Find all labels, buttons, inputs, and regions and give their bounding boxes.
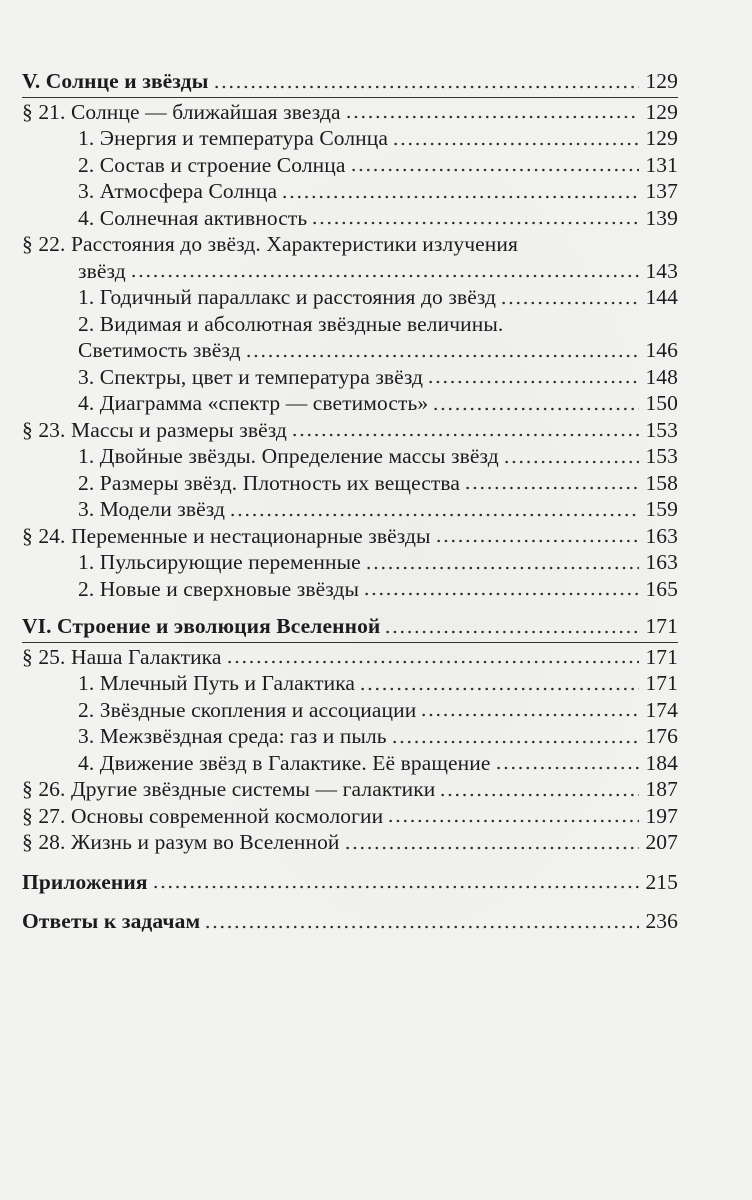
toc-entry-title-line1: 2. Видимая и абсолютная звёздные величины. xyxy=(78,311,504,336)
toc-page-number: 131 xyxy=(645,152,678,177)
leader-dots xyxy=(245,344,640,358)
toc-entry-title: VI. Строение и эволюция Вселенной xyxy=(22,614,381,638)
leader-dots xyxy=(384,620,639,634)
toc-entry-title: § 24. Переменные и нестационарные звёзды xyxy=(22,523,431,548)
leader-dots xyxy=(345,105,640,119)
toc-page-number: 176 xyxy=(645,724,678,748)
leader-dots xyxy=(503,450,640,464)
toc-page-number: 150 xyxy=(645,391,678,415)
toc-subsection-23-1[interactable] xyxy=(22,443,678,470)
toc-entry-title: 3. Спектры, цвет и температура звёзд xyxy=(78,364,424,389)
toc-page-number: 174 xyxy=(645,697,678,722)
leader-dots xyxy=(311,211,639,225)
leader-dots xyxy=(432,397,639,411)
toc-entry-title: 2. Размеры звёзд. Плотность их вещества xyxy=(78,470,460,495)
toc-section-28[interactable] xyxy=(22,829,678,856)
leader-dots xyxy=(363,582,639,596)
leader-dots xyxy=(495,756,640,770)
toc-entry-title: § 25. Наша Галактика xyxy=(22,644,222,669)
chapter-divider xyxy=(22,97,678,98)
leader-dots xyxy=(500,291,639,305)
toc-section-25[interactable] xyxy=(22,644,678,671)
toc-page-number: 171 xyxy=(645,644,678,669)
toc-subsection-21-4[interactable] xyxy=(22,205,678,232)
toc-page-number: 236 xyxy=(645,909,678,933)
toc-page-number: 139 xyxy=(645,205,678,230)
toc-page-number: 153 xyxy=(645,417,678,442)
leader-dots xyxy=(281,185,639,199)
toc-subsection-22-2[interactable] xyxy=(22,311,678,364)
leader-dots xyxy=(439,783,639,797)
toc-entry-title: § 27. Основы современной космологии xyxy=(22,803,384,828)
leader-dots xyxy=(213,75,640,89)
toc-page-number: 143 xyxy=(645,258,678,283)
toc-page-number: 159 xyxy=(645,497,678,521)
toc-subsection-22-1[interactable] xyxy=(22,284,678,311)
toc-entry-title: 1. Годичный параллакс и расстояния до звёзд xyxy=(78,285,497,309)
toc-appendix[interactable] xyxy=(22,869,678,896)
toc-subsection-22-4[interactable] xyxy=(22,390,678,417)
toc-entry-title-line2: Светимость звёзд xyxy=(78,338,241,362)
toc-entry-title-line1: § 22. Расстояния до звёзд. Характеристики излучения xyxy=(22,232,518,256)
toc-entry-title: 4. Диаграмма «спектр — светимость» xyxy=(78,391,429,415)
leader-dots xyxy=(359,677,639,691)
toc-entry-title: 4. Движение звёзд в Галактике. Её вращение xyxy=(78,750,491,775)
toc-subsection-22-3[interactable] xyxy=(22,364,678,391)
toc-page-number: 137 xyxy=(645,179,678,203)
table-of-contents xyxy=(22,68,678,935)
toc-section-21[interactable] xyxy=(22,99,678,126)
toc-entry-title: 3. Межзвёздная среда: газ и пыль xyxy=(78,724,387,748)
toc-entry-title: 2. Состав и строение Солнца xyxy=(78,152,346,177)
toc-page-number: 163 xyxy=(645,523,678,548)
leader-dots xyxy=(226,650,640,664)
leader-dots xyxy=(291,423,639,437)
toc-subsection-23-2[interactable] xyxy=(22,470,678,497)
toc-chapter-6[interactable] xyxy=(22,613,678,640)
toc-page-number: 197 xyxy=(645,803,678,828)
spacer xyxy=(22,895,678,908)
leader-dots xyxy=(152,875,640,889)
toc-entry-title: 4. Солнечная активность xyxy=(78,205,308,230)
toc-entry-title: § 26. Другие звёздные системы — галактики xyxy=(22,777,436,801)
toc-entry-title: 2. Звёздные скопления и ассоциации xyxy=(78,697,417,722)
toc-subsection-23-3[interactable] xyxy=(22,496,678,523)
toc-entry-title: § 21. Солнце — ближайшая звезда xyxy=(22,99,341,124)
leader-dots xyxy=(344,836,640,850)
leader-dots xyxy=(391,730,640,744)
leader-dots xyxy=(229,503,639,517)
toc-subsection-24-1[interactable] xyxy=(22,549,678,576)
toc-entry-title: Приложения xyxy=(22,869,148,894)
toc-page-number: 163 xyxy=(645,550,678,574)
toc-subsection-25-3[interactable] xyxy=(22,723,678,750)
toc-subsection-25-2[interactable] xyxy=(22,697,678,724)
chapter-divider xyxy=(22,642,678,643)
toc-entry-title: 1. Двойные звёзды. Определение массы звёзд xyxy=(78,444,499,468)
leader-dots xyxy=(387,809,639,823)
toc-subsection-25-4[interactable] xyxy=(22,750,678,777)
toc-page-number: 171 xyxy=(645,671,678,695)
toc-chapter-5[interactable] xyxy=(22,68,678,95)
toc-entry-title: V. Солнце и звёзды xyxy=(22,69,209,93)
toc-subsection-21-3[interactable] xyxy=(22,178,678,205)
toc-page-number: 184 xyxy=(645,750,678,775)
toc-subsection-25-1[interactable] xyxy=(22,670,678,697)
toc-page-number: 207 xyxy=(645,830,678,854)
toc-entry-title-line2: звёзд xyxy=(78,258,126,283)
toc-section-27[interactable] xyxy=(22,803,678,830)
leader-dots xyxy=(130,264,640,278)
toc-page-number: 144 xyxy=(645,285,678,309)
toc-section-24[interactable] xyxy=(22,523,678,550)
toc-page-number: 215 xyxy=(645,869,678,894)
leader-dots xyxy=(420,703,639,717)
toc-page-number: 129 xyxy=(645,126,678,150)
toc-page-number: 165 xyxy=(645,576,678,601)
toc-subsection-21-1[interactable] xyxy=(22,125,678,152)
toc-section-26[interactable] xyxy=(22,776,678,803)
spacer xyxy=(22,856,678,869)
toc-page-number: 129 xyxy=(645,69,678,93)
toc-page-number: 171 xyxy=(645,614,678,638)
toc-entry-title: Ответы к задачам xyxy=(22,909,201,933)
toc-entry-title: 1. Энергия и температура Солнца xyxy=(78,126,389,150)
leader-dots xyxy=(204,915,639,929)
toc-section-22[interactable] xyxy=(22,231,678,284)
toc-page-number: 153 xyxy=(645,444,678,468)
toc-page-number: 148 xyxy=(645,364,678,389)
leader-dots xyxy=(427,370,639,384)
toc-page-number: 146 xyxy=(645,338,678,362)
leader-dots xyxy=(392,132,639,146)
leader-dots xyxy=(365,556,640,570)
toc-answers[interactable] xyxy=(22,908,678,935)
toc-page-number: 187 xyxy=(645,777,678,801)
toc-entry-title: 1. Пульсирующие переменные xyxy=(78,550,361,574)
toc-entry-title: 2. Новые и сверхновые звёзды xyxy=(78,576,360,601)
leader-dots xyxy=(464,476,639,490)
toc-page-number: 158 xyxy=(645,470,678,495)
toc-entry-title: § 23. Массы и размеры звёзд xyxy=(22,417,287,442)
toc-entry-title: 3. Атмосфера Солнца xyxy=(78,179,278,203)
leader-dots xyxy=(350,158,640,172)
toc-section-23[interactable] xyxy=(22,417,678,444)
toc-entry-title: 1. Млечный Путь и Галактика xyxy=(78,671,356,695)
leader-dots xyxy=(435,529,640,543)
toc-entry-title: 3. Модели звёзд xyxy=(78,497,226,521)
toc-page-number: 129 xyxy=(645,99,678,124)
toc-subsection-24-2[interactable] xyxy=(22,576,678,603)
toc-entry-title: § 28. Жизнь и разум во Вселенной xyxy=(22,830,340,854)
toc-subsection-21-2[interactable] xyxy=(22,152,678,179)
